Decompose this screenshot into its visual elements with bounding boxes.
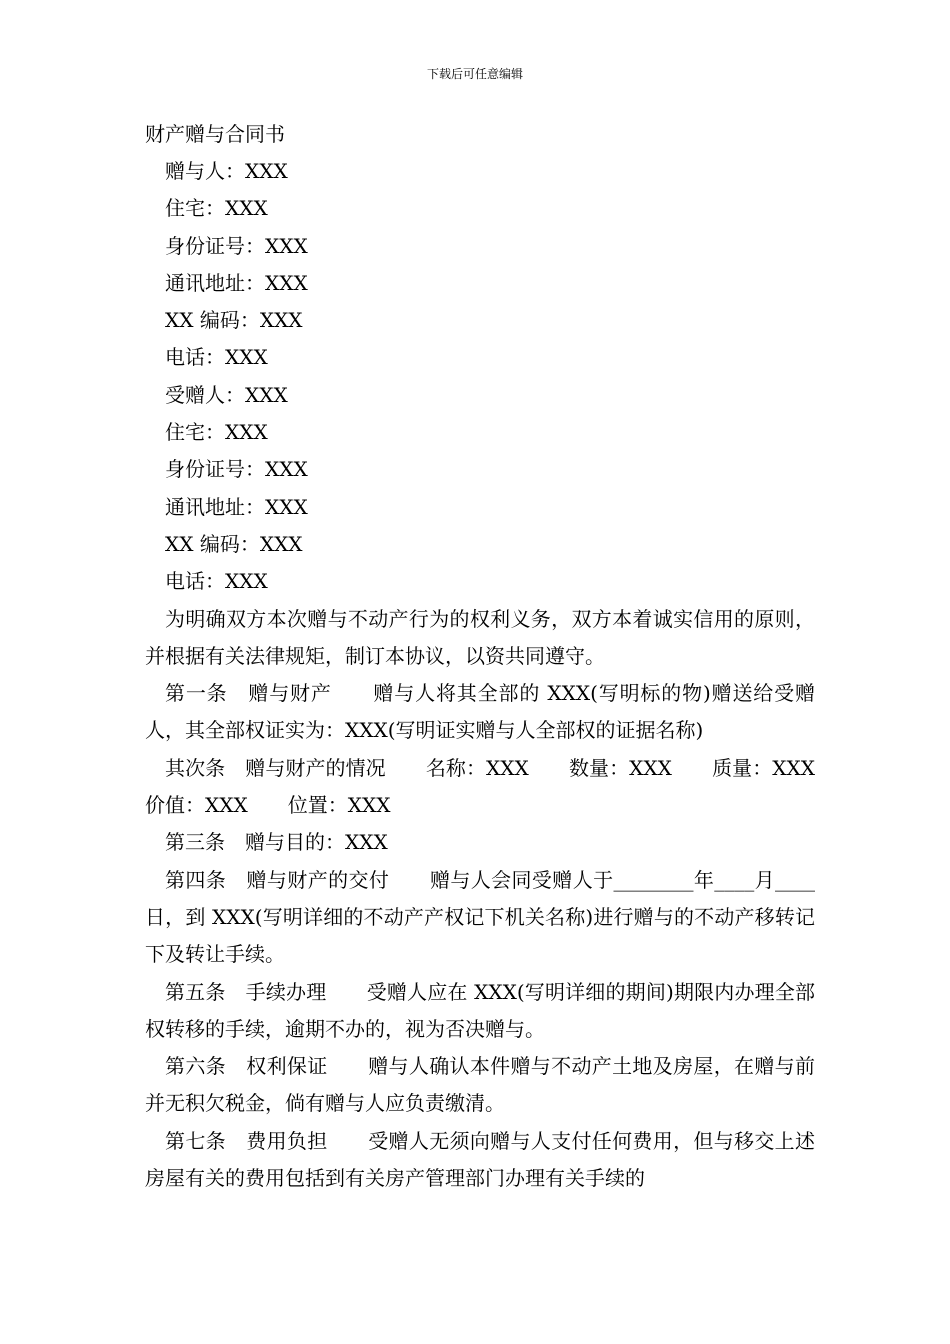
article-7-paragraph: 第七条 费用负担 受赠人无须向赠与人支付任何费用，但与移交上述房屋有关的费用包括到有关房产管理部门办理有关手续的 bbox=[145, 1128, 815, 1191]
donee-postcode-field: XX 编码：XXX bbox=[165, 531, 303, 556]
donor-id-field: 身份证号：XXX bbox=[165, 233, 308, 258]
document-body bbox=[145, 116, 855, 1197]
article-3-paragraph: 第三条 赠与目的：XXX bbox=[165, 830, 388, 855]
donee-address-field: 通讯地址：XXX bbox=[165, 494, 308, 519]
article-6-paragraph: 第六条 权利保证 赠与人确认本件赠与不动产土地及房屋，在赠与前并无积欠税金，倘有赠与人应负责缴清。 bbox=[145, 1054, 815, 1116]
donee-id-field: 身份证号：XXX bbox=[165, 457, 308, 482]
donee-name-field: 受赠人：XXX bbox=[165, 382, 288, 407]
article-5-paragraph: 第五条 手续办理 受赠人应在 XXX(写明详细的期间)期限内办理全部权转移的手续，逾期不办的，视为否决赠与。 bbox=[145, 979, 815, 1041]
preamble-paragraph: 为明确双方本次赠与不动产行为的权利义务，双方本着诚实信用的原则，并根据有关法律规矩，制订本协议，以资共同遵守。 bbox=[145, 606, 815, 668]
article-1-paragraph: 第一条 赠与财产 赠与人将其全部的 XXX(写明标的物)赠送给受赠人，其全部权证实为：XXX(写明证实赠与人全部权的证据名称) bbox=[145, 681, 815, 743]
donee-residence-field: 住宅：XXX bbox=[165, 420, 268, 445]
donor-postcode-field: XX 编码：XXX bbox=[165, 308, 303, 333]
donor-address-field: 通讯地址：XXX bbox=[165, 270, 308, 295]
donee-phone-field: 电话：XXX bbox=[165, 569, 268, 594]
article-2-paragraph: 其次条 赠与财产的情况 名称：XXX 数量：XXX 质量：XXX 价值：XXX 位置：XXX bbox=[145, 755, 855, 818]
document-title: 财产赠与合同书 bbox=[145, 122, 285, 146]
donor-name-field: 赠与人：XXX bbox=[165, 159, 288, 183]
article-4-paragraph: 第四条 赠与财产的交付 赠与人会同受赠人于________年____月____日，到 XXX(写明详细的不动产产权记下机关名称)进行赠与的不动产移转记下及转让手续。 bbox=[145, 867, 815, 967]
donor-residence-field: 住宅：XXX bbox=[165, 196, 268, 221]
donor-phone-field: 电话：XXX bbox=[165, 345, 268, 370]
page-header-note: 下载后可任意编辑 bbox=[426, 67, 523, 81]
